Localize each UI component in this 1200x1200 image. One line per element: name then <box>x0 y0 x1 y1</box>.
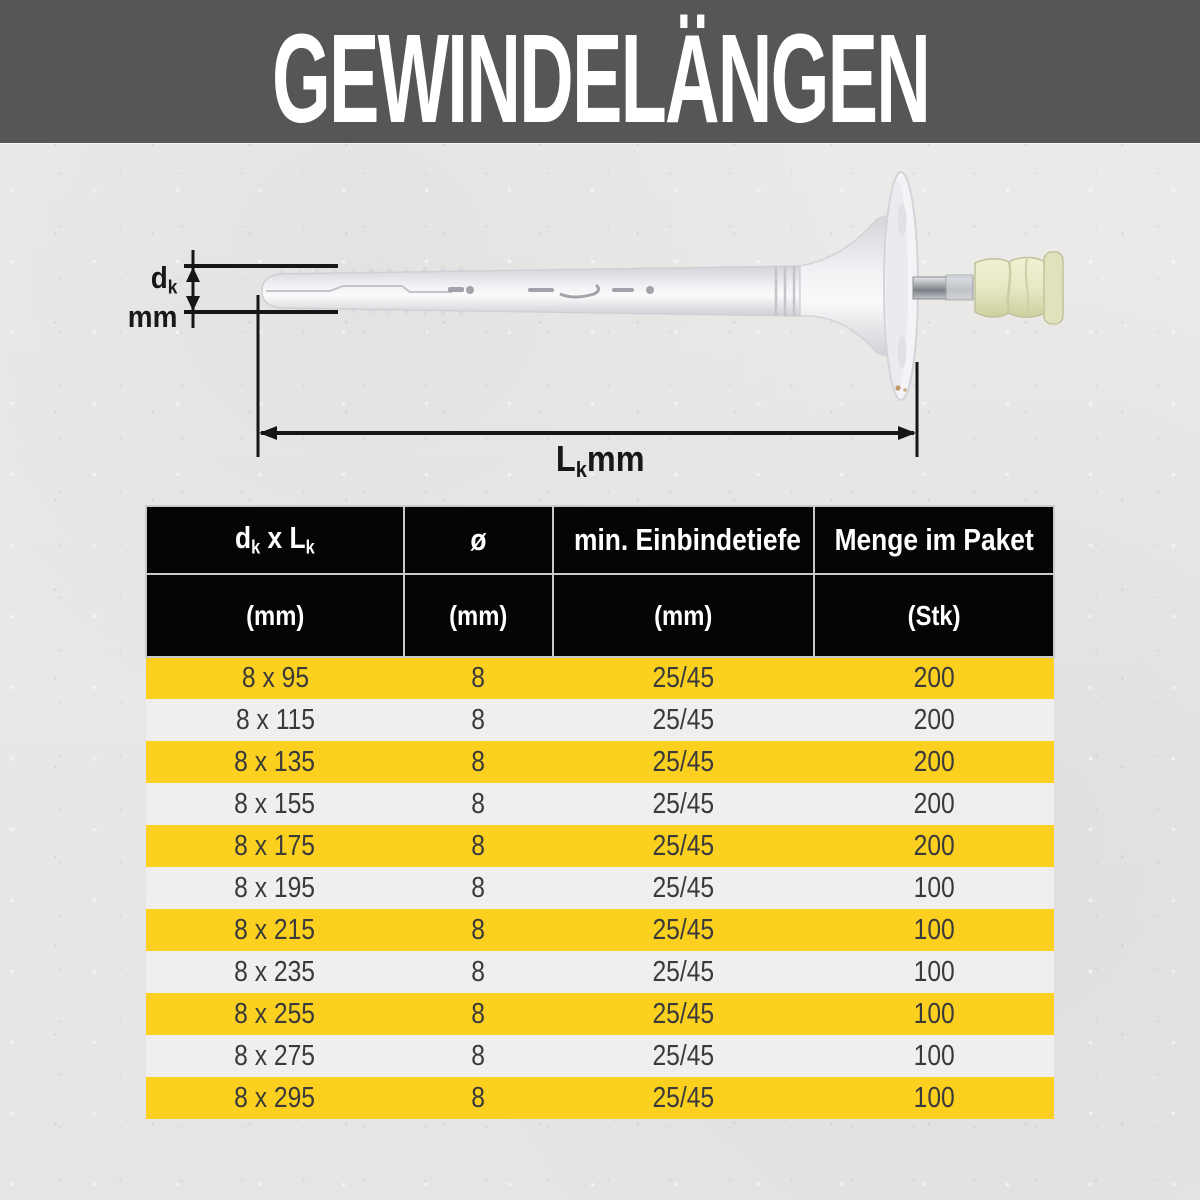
cell-diameter: 8 <box>471 955 486 988</box>
cell-size: 8 x 255 <box>234 997 316 1030</box>
cell-size: 8 x 155 <box>234 787 316 820</box>
header-size: $d_k$ x $L_k$ <box>146 506 404 574</box>
cell-diameter: 8 <box>471 829 486 862</box>
header-depth: min. Einbindetiefe <box>553 506 814 574</box>
cell-depth: 25/45 <box>652 955 715 988</box>
diameter-dimension-label: $d_k$ mm <box>127 260 178 335</box>
cell-depth: 25/45 <box>652 662 715 694</box>
cell-diameter: 8 <box>471 1039 486 1072</box>
table-row <box>146 951 1054 993</box>
cell-size: 8 x 115 <box>235 703 315 736</box>
fastener-diagram <box>0 0 1200 500</box>
cell-qty: 100 <box>913 997 955 1030</box>
cell-diameter: 8 <box>471 1081 486 1114</box>
table-row <box>146 867 1054 909</box>
cell-qty: 100 <box>913 1081 955 1114</box>
table-row <box>146 783 1054 825</box>
cell-qty: 200 <box>913 787 955 820</box>
cell-qty: 200 <box>913 745 955 778</box>
table-row <box>146 825 1054 867</box>
cell-depth: 25/45 <box>652 913 715 946</box>
lk-dimension-lines <box>258 295 917 457</box>
cell-depth: 25/45 <box>652 1081 715 1114</box>
cell-diameter: 8 <box>471 997 486 1030</box>
cell-depth: 25/45 <box>652 829 715 862</box>
unit-qty: (Stk) <box>814 574 1054 657</box>
cell-qty: 100 <box>913 1039 955 1072</box>
table-row <box>146 699 1054 741</box>
cell-diameter: 8 <box>471 662 486 694</box>
page-title: GEWINDELÄNGEN <box>271 7 929 149</box>
unit-diameter: (mm) <box>404 574 553 657</box>
anchor-body <box>262 213 895 359</box>
table-row <box>146 657 1054 699</box>
table-row <box>146 1077 1054 1119</box>
cell-depth: 25/45 <box>652 745 715 778</box>
cell-size: 8 x 95 <box>241 662 309 694</box>
cell-size: 8 x 135 <box>234 745 316 778</box>
cell-size: 8 x 175 <box>234 829 316 862</box>
cell-diameter: 8 <box>471 703 486 736</box>
unit-size: (mm) <box>146 574 404 657</box>
cell-diameter: 8 <box>471 787 486 820</box>
cell-qty: 100 <box>913 955 955 988</box>
cell-depth: 25/45 <box>652 1039 715 1072</box>
table-row <box>146 741 1054 783</box>
spec-table <box>145 505 1055 1119</box>
length-dimension-label: $L_kmm$ <box>555 438 645 483</box>
cell-size: 8 x 235 <box>234 955 316 988</box>
cell-depth: 25/45 <box>652 997 715 1030</box>
cell-qty: 100 <box>913 913 955 946</box>
table-row <box>146 909 1054 951</box>
cell-depth: 25/45 <box>652 787 715 820</box>
cell-qty: 100 <box>913 871 955 904</box>
pin-cap <box>975 252 1063 324</box>
cell-diameter: 8 <box>471 745 486 778</box>
cell-size: 8 x 275 <box>234 1039 316 1072</box>
cell-size: 8 x 215 <box>234 913 316 946</box>
steel-pin <box>913 275 973 300</box>
cell-size: 8 x 295 <box>234 1081 316 1114</box>
cell-qty: 200 <box>913 662 955 694</box>
header-diameter: ø <box>404 506 553 574</box>
cell-qty: 200 <box>913 703 955 736</box>
unit-depth: (mm) <box>553 574 814 657</box>
header-qty: Menge im Paket <box>814 506 1054 574</box>
table-body <box>146 657 1054 1119</box>
table-units-row <box>146 574 1054 657</box>
cell-depth: 25/45 <box>652 871 715 904</box>
cell-qty: 200 <box>913 829 955 862</box>
fastener-illustration <box>0 0 1200 500</box>
cell-diameter: 8 <box>471 913 486 946</box>
table-row <box>146 1035 1054 1077</box>
table-header-row <box>146 506 1054 574</box>
cell-depth: 25/45 <box>652 703 715 736</box>
cell-diameter: 8 <box>471 871 486 904</box>
table-row <box>146 993 1054 1035</box>
cell-size: 8 x 195 <box>234 871 316 904</box>
